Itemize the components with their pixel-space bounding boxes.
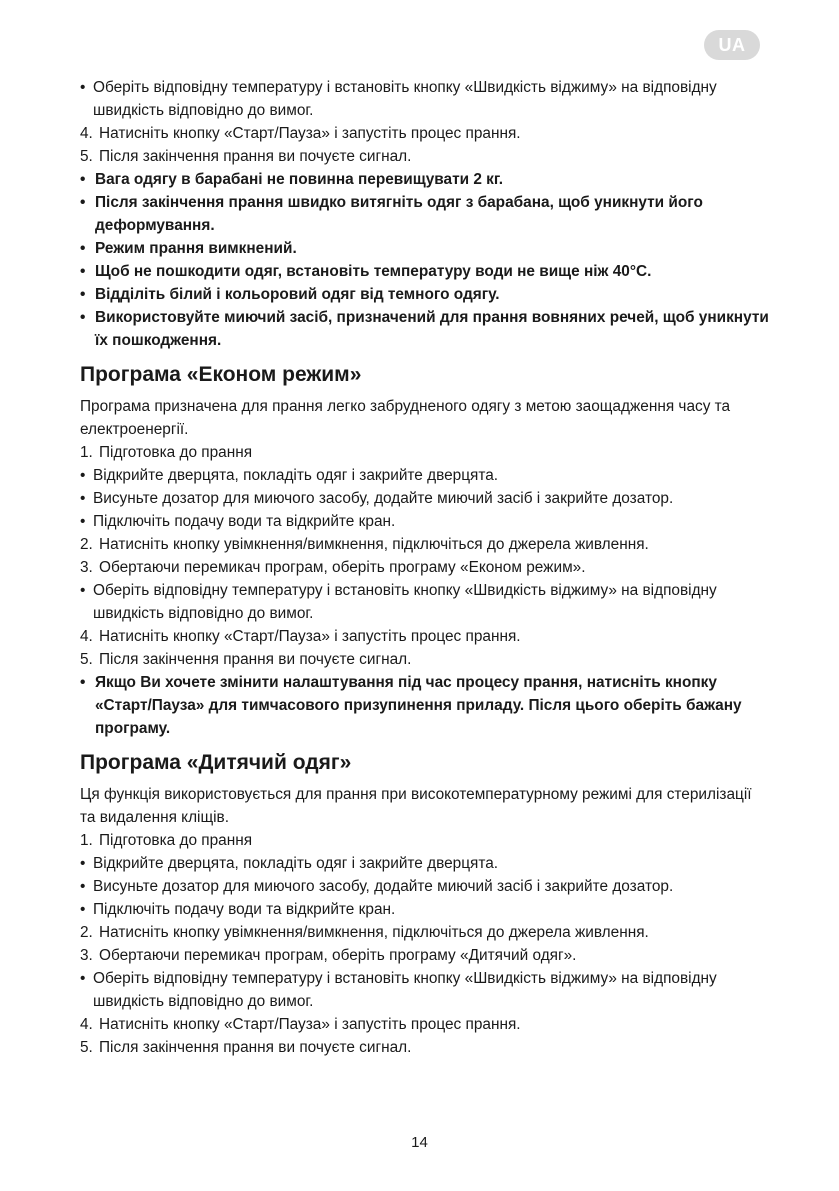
- list-item: [80, 852, 770, 875]
- list-item-text: Підключіть подачу води та відкрийте кран.: [93, 513, 396, 530]
- list-item-text: Натисніть кнопку «Старт/Пауза» і запустіть процес прання.: [99, 125, 521, 142]
- list-item: [80, 510, 770, 533]
- list-item-text: Підключіть подачу води та відкрийте кран.: [93, 901, 396, 918]
- list-item-text: Висуньте дозатор для миючого засобу, додайте миючий засіб і закрийте дозатор.: [93, 878, 674, 895]
- list-item: [80, 487, 770, 510]
- list-item-text: Режим прання вимкнений.: [95, 240, 297, 257]
- list-item-text: Щоб не пошкодити одяг, встановіть температуру води не вище ніж 40°С.: [95, 263, 652, 280]
- econom-list: [80, 441, 770, 740]
- list-number: 4.: [80, 1016, 93, 1033]
- list-item: [80, 625, 770, 648]
- bullet-icon: •: [80, 582, 86, 599]
- list-item: [80, 441, 770, 464]
- section-intro-kids: Ця функція використовується для прання при високотемпературному режимі для стерилізації та видалення кліщів.: [80, 786, 752, 826]
- list-item-text: Висуньте дозатор для миючого засобу, додайте миючий засіб і закрийте дозатор.: [93, 490, 674, 507]
- bullet-icon: •: [80, 855, 86, 872]
- bullet-icon: •: [80, 513, 86, 530]
- list-item-text: Оберіть відповідну температуру і встановіть кнопку «Швидкість віджиму» на відповідну швидкість відповідно до вимог.: [93, 79, 717, 119]
- bullet-icon: •: [80, 878, 86, 895]
- section-title-econom: Програма «Економ режим»: [80, 363, 362, 386]
- list-item-text: Після закінчення прання ви почуєте сигнал.: [99, 1039, 412, 1056]
- list-item-text: Якщо Ви хочете змінити налаштування під час процесу прання, натисніть кнопку «Старт/Пауза» для тимчасового призупинення приладу. Після цього оберіть бажану програму.: [95, 674, 742, 737]
- bullet-icon: •: [80, 901, 86, 918]
- list-item-text: Використовуйте миючий засіб, призначений для прання вовняних речей, щоб уникнути їх пошкодження.: [95, 309, 769, 349]
- list-item: [80, 898, 770, 921]
- list-item: [80, 1013, 770, 1036]
- list-item-text: Обертаючи перемикач програм, оберіть програму «Дитячий одяг».: [99, 947, 577, 964]
- list-item-text: Після закінчення прання швидко витягніть одяг з барабана, щоб уникнути його деформування.: [95, 194, 703, 234]
- list-item-text: Після закінчення прання ви почуєте сигнал.: [99, 651, 412, 668]
- list-number: 4.: [80, 628, 93, 645]
- list-item-text: Оберіть відповідну температуру і встановіть кнопку «Швидкість віджиму» на відповідну швидкість відповідно до вимог.: [93, 970, 717, 1010]
- bullet-icon: •: [80, 79, 86, 96]
- list-item: [80, 283, 770, 306]
- list-item: [80, 671, 770, 740]
- list-item-text: Підготовка до прання: [99, 444, 253, 461]
- list-item-text: Оберіть відповідну температуру і встановіть кнопку «Швидкість віджиму» на відповідну швидкість відповідно до вимог.: [93, 582, 717, 622]
- list-item: [80, 556, 770, 579]
- list-item: [80, 76, 770, 122]
- list-item-text: Обертаючи перемикач програм, оберіть програму «Економ режим».: [99, 559, 586, 576]
- list-number: 4.: [80, 125, 93, 142]
- list-item: [80, 260, 770, 283]
- list-item: [80, 875, 770, 898]
- bullet-icon: •: [80, 194, 86, 211]
- list-item-text: Вага одягу в барабані не повинна перевищувати 2 кг.: [95, 171, 504, 188]
- list-item: [80, 168, 770, 191]
- list-item-text: Підготовка до прання: [99, 832, 253, 849]
- bullet-icon: •: [80, 171, 86, 188]
- bullet-icon: •: [80, 490, 86, 507]
- page-number: 14: [411, 1134, 428, 1151]
- list-number: 1.: [80, 832, 93, 849]
- bullet-icon: •: [80, 674, 86, 691]
- list-item: [80, 533, 770, 556]
- list-item-text: Натисніть кнопку «Старт/Пауза» і запустіть процес прання.: [99, 628, 521, 645]
- bullet-icon: •: [80, 309, 86, 326]
- list-item: [80, 237, 770, 260]
- list-item: [80, 1036, 770, 1059]
- bullet-icon: •: [80, 286, 86, 303]
- list-item: [80, 464, 770, 487]
- list-item: [80, 191, 770, 237]
- list-item: [80, 145, 770, 168]
- section-intro-econom: Програма призначена для прання легко забрудненого одягу з метою заощадження часу та електроенергії.: [80, 398, 731, 438]
- list-item-text: Натисніть кнопку «Старт/Пауза» і запустіть процес прання.: [99, 1016, 521, 1033]
- list-item: [80, 579, 770, 625]
- bullet-icon: •: [80, 263, 86, 280]
- list-item-text: Натисніть кнопку увімкнення/вимкнення, підключіться до джерела живлення.: [99, 924, 649, 941]
- list-number: 5.: [80, 148, 93, 165]
- list-item: [80, 122, 770, 145]
- list-item-text: Відкрийте дверцята, покладіть одяг і закрийте дверцята.: [93, 467, 499, 484]
- list-number: 2.: [80, 924, 93, 941]
- kids-list: [80, 829, 770, 1059]
- bullet-icon: •: [80, 970, 86, 987]
- list-item-text: Натисніть кнопку увімкнення/вимкнення, підключіться до джерела живлення.: [99, 536, 649, 553]
- list-number: 5.: [80, 1039, 93, 1056]
- top-list: [80, 76, 770, 352]
- list-item-text: Відкрийте дверцята, покладіть одяг і закрийте дверцята.: [93, 855, 499, 872]
- list-item: [80, 921, 770, 944]
- list-item: [80, 829, 770, 852]
- list-item: [80, 967, 770, 1013]
- section-title-kids: Програма «Дитячий одяг»: [80, 751, 352, 774]
- bullet-icon: •: [80, 467, 86, 484]
- list-item-text: Відділіть білий і кольоровий одяг від темного одягу.: [95, 286, 500, 303]
- list-item-text: Після закінчення прання ви почуєте сигнал.: [99, 148, 412, 165]
- list-number: 5.: [80, 651, 93, 668]
- language-badge: UA: [704, 30, 760, 60]
- list-item: [80, 944, 770, 967]
- list-number: 3.: [80, 947, 93, 964]
- list-number: 3.: [80, 559, 93, 576]
- list-number: 2.: [80, 536, 93, 553]
- list-item: [80, 306, 770, 352]
- bullet-icon: •: [80, 240, 86, 257]
- list-item: [80, 648, 770, 671]
- page-content: [80, 76, 770, 1059]
- list-number: 1.: [80, 444, 93, 461]
